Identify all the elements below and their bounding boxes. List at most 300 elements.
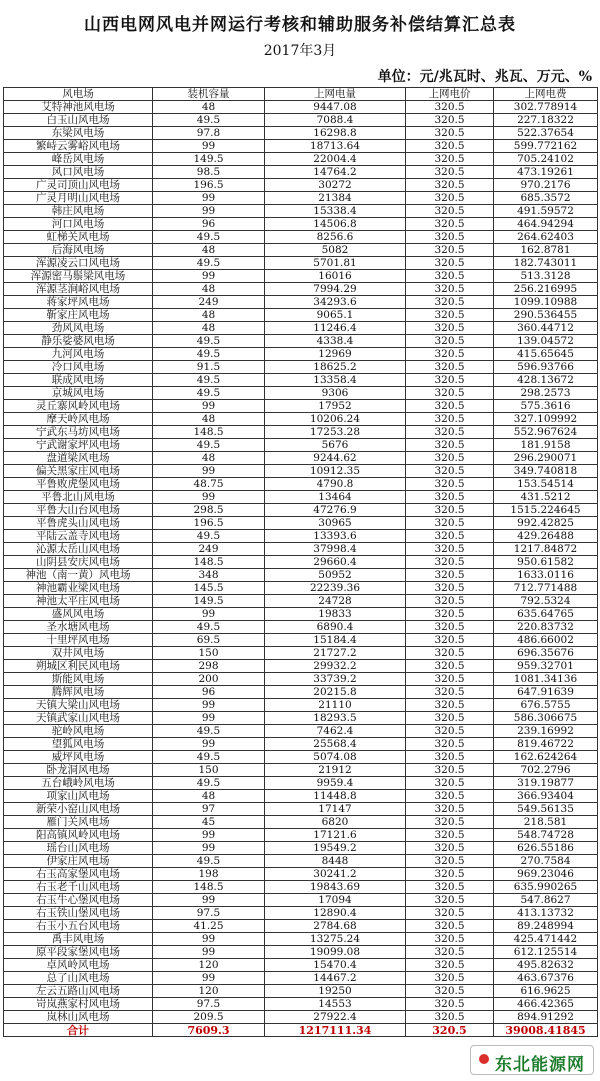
capacity-cell: 148.5 (153, 881, 265, 894)
energy-cell: 34293.6 (265, 296, 406, 309)
plant-name-cell: 河口风电场 (4, 218, 153, 231)
table-row (4, 816, 598, 829)
fee-cell: 327.109992 (494, 413, 598, 426)
plant-name-cell: 山阴县安庆风电场 (4, 556, 153, 569)
table-row (4, 361, 598, 374)
plant-name-cell: 天镇武家山风电场 (4, 712, 153, 725)
price-cell: 320.5 (406, 712, 494, 725)
col-header-energy: 上网电量 (265, 88, 406, 101)
energy-cell: 7994.29 (265, 283, 406, 296)
price-cell: 320.5 (406, 205, 494, 218)
energy-cell: 21384 (265, 192, 406, 205)
capacity-cell: 49.5 (153, 348, 265, 361)
energy-cell: 21110 (265, 699, 406, 712)
capacity-cell: 91.5 (153, 361, 265, 374)
plant-name-cell: 沁源太岳山风电场 (4, 543, 153, 556)
price-cell: 320.5 (406, 140, 494, 153)
fee-cell: 676.5755 (494, 699, 598, 712)
plant-name-cell: 虹梯关风电场 (4, 231, 153, 244)
price-cell: 320.5 (406, 1011, 494, 1024)
plant-name-cell: 神池太平庄风电场 (4, 595, 153, 608)
table-row (4, 166, 598, 179)
fee-cell: 1515.224645 (494, 504, 598, 517)
plant-name-cell: 平鲁虎头山风电场 (4, 517, 153, 530)
capacity-cell: 48 (153, 101, 265, 114)
energy-cell: 33739.2 (265, 673, 406, 686)
fee-cell: 612.125514 (494, 946, 598, 959)
capacity-cell: 196.5 (153, 517, 265, 530)
plant-name-cell: 原平段家堡风电场 (4, 946, 153, 959)
capacity-cell: 49.5 (153, 387, 265, 400)
price-cell: 320.5 (406, 842, 494, 855)
price-cell: 320.5 (406, 270, 494, 283)
capacity-cell: 69.5 (153, 634, 265, 647)
capacity-cell: 99 (153, 608, 265, 621)
table-row (4, 400, 598, 413)
table-row (4, 439, 598, 452)
price-cell: 320.5 (406, 738, 494, 751)
energy-cell: 21912 (265, 764, 406, 777)
energy-cell: 29932.2 (265, 660, 406, 673)
fee-cell: 290.536455 (494, 309, 598, 322)
energy-cell: 17147 (265, 803, 406, 816)
energy-cell: 9244.62 (265, 452, 406, 465)
fee-cell: 1081.34136 (494, 673, 598, 686)
price-cell: 320.5 (406, 803, 494, 816)
capacity-cell: 99 (153, 829, 265, 842)
table-row (4, 894, 598, 907)
table-row (4, 634, 598, 647)
fee-cell: 256.216995 (494, 283, 598, 296)
capacity-cell: 99 (153, 192, 265, 205)
capacity-cell: 348 (153, 569, 265, 582)
plant-name-cell: 禹丰风电场 (4, 933, 153, 946)
energy-cell: 5082 (265, 244, 406, 257)
price-cell: 320.5 (406, 335, 494, 348)
price-cell: 320.5 (406, 608, 494, 621)
capacity-cell: 49.5 (153, 231, 265, 244)
fee-cell: 969.23046 (494, 868, 598, 881)
energy-cell: 14467.2 (265, 972, 406, 985)
fee-cell: 429.26488 (494, 530, 598, 543)
energy-cell: 7088.4 (265, 114, 406, 127)
plant-name-cell: 静乐娑婆风电场 (4, 335, 153, 348)
energy-cell: 4790.8 (265, 478, 406, 491)
total-capacity: 7609.3 (153, 1024, 265, 1037)
fee-cell: 635.64765 (494, 608, 598, 621)
plant-name-cell: 偏关黑家庄风电场 (4, 465, 153, 478)
price-cell: 320.5 (406, 829, 494, 842)
fee-cell: 89.248994 (494, 920, 598, 933)
capacity-cell: 45 (153, 816, 265, 829)
table-row (4, 855, 598, 868)
plant-name-cell: 双井风电场 (4, 647, 153, 660)
fee-cell: 463.67376 (494, 972, 598, 985)
table-row (4, 517, 598, 530)
plant-name-cell: 总了山风电场 (4, 972, 153, 985)
price-cell: 320.5 (406, 101, 494, 114)
energy-cell: 9065.1 (265, 309, 406, 322)
capacity-cell: 48.75 (153, 478, 265, 491)
table-row (4, 686, 598, 699)
table-row (4, 179, 598, 192)
table-row (4, 946, 598, 959)
plant-name-cell: 腾辉风电场 (4, 686, 153, 699)
fee-cell: 139.04572 (494, 335, 598, 348)
table-row (4, 738, 598, 751)
capacity-cell: 99 (153, 140, 265, 153)
capacity-cell: 41.25 (153, 920, 265, 933)
capacity-cell: 99 (153, 946, 265, 959)
fee-cell: 415.65645 (494, 348, 598, 361)
table-row (4, 803, 598, 816)
capacity-cell: 49.5 (153, 621, 265, 634)
plant-name-cell: 靳家庄风电场 (4, 309, 153, 322)
energy-cell: 13275.24 (265, 933, 406, 946)
table-row (4, 387, 598, 400)
capacity-cell: 49.5 (153, 257, 265, 270)
price-cell: 320.5 (406, 439, 494, 452)
fee-cell: 473.19261 (494, 166, 598, 179)
energy-cell: 27922.4 (265, 1011, 406, 1024)
plant-name-cell: 右玉高家堡风电场 (4, 868, 153, 881)
plant-name-cell: 斯能风电场 (4, 673, 153, 686)
fee-cell: 296.290071 (494, 452, 598, 465)
energy-cell: 20215.8 (265, 686, 406, 699)
price-cell: 320.5 (406, 114, 494, 127)
price-cell: 320.5 (406, 452, 494, 465)
fee-cell: 428.13672 (494, 374, 598, 387)
fee-cell: 1217.84872 (494, 543, 598, 556)
plant-name-cell: 艾特神池风电场 (4, 101, 153, 114)
price-cell: 320.5 (406, 153, 494, 166)
plant-name-cell: 威坪风电场 (4, 751, 153, 764)
table-row (4, 998, 598, 1011)
fee-cell: 182.743011 (494, 257, 598, 270)
fee-cell: 599.772162 (494, 140, 598, 153)
table-row (4, 842, 598, 855)
plant-name-cell: 五台峨岭风电场 (4, 777, 153, 790)
header-row (4, 88, 598, 101)
plant-name-cell: 平鲁败虎堡风电场 (4, 478, 153, 491)
table-row (4, 595, 598, 608)
fee-cell: 970.2176 (494, 179, 598, 192)
capacity-cell: 120 (153, 959, 265, 972)
table-row (4, 426, 598, 439)
energy-cell: 13464 (265, 491, 406, 504)
capacity-cell: 99 (153, 465, 265, 478)
fee-cell: 162.8781 (494, 244, 598, 257)
capacity-cell: 48 (153, 283, 265, 296)
price-cell: 320.5 (406, 374, 494, 387)
energy-cell: 19250 (265, 985, 406, 998)
price-cell: 320.5 (406, 257, 494, 270)
table-row (4, 270, 598, 283)
fee-cell: 647.91639 (494, 686, 598, 699)
energy-cell: 22239.36 (265, 582, 406, 595)
capacity-cell: 48 (153, 244, 265, 257)
price-cell: 320.5 (406, 413, 494, 426)
energy-cell: 2784.68 (265, 920, 406, 933)
plant-name-cell: 白玉山风电场 (4, 114, 153, 127)
price-cell: 320.5 (406, 517, 494, 530)
total-fee: 39008.41845 (494, 1024, 598, 1037)
price-cell: 320.5 (406, 491, 494, 504)
energy-cell: 17253.28 (265, 426, 406, 439)
capacity-cell: 99 (153, 205, 265, 218)
total-label: 合计 (4, 1024, 153, 1037)
energy-cell: 5701.81 (265, 257, 406, 270)
energy-cell: 24728 (265, 595, 406, 608)
fee-cell: 349.740818 (494, 465, 598, 478)
plant-name-cell: 右玉老千山风电场 (4, 881, 153, 894)
energy-cell: 30241.2 (265, 868, 406, 881)
table-row (4, 881, 598, 894)
plant-name-cell: 阳高镇风岭风电场 (4, 829, 153, 842)
price-cell: 320.5 (406, 465, 494, 478)
table-row (4, 218, 598, 231)
price-cell: 320.5 (406, 621, 494, 634)
energy-cell: 37998.4 (265, 543, 406, 556)
fee-cell: 486.66002 (494, 634, 598, 647)
table-row (4, 1011, 598, 1024)
table-row (4, 153, 598, 166)
energy-cell: 14764.2 (265, 166, 406, 179)
unit-note: 单位：元/兆瓦时、兆瓦、万元、% (377, 69, 592, 85)
price-cell: 320.5 (406, 504, 494, 517)
table-row (4, 985, 598, 998)
energy-cell: 16298.8 (265, 127, 406, 140)
plant-name-cell: 冷口风电场 (4, 361, 153, 374)
plant-name-cell: 项家山风电场 (4, 790, 153, 803)
plant-name-cell: 浑源密马鬃梁风电场 (4, 270, 153, 283)
price-cell: 320.5 (406, 907, 494, 920)
fee-cell: 548.74728 (494, 829, 598, 842)
capacity-cell: 99 (153, 842, 265, 855)
plant-name-cell: 右玉小五台风电场 (4, 920, 153, 933)
energy-cell: 9306 (265, 387, 406, 400)
table-row (4, 972, 598, 985)
table-row (4, 777, 598, 790)
energy-cell: 15184.4 (265, 634, 406, 647)
price-cell: 320.5 (406, 166, 494, 179)
table-row (4, 920, 598, 933)
price-cell: 320.5 (406, 946, 494, 959)
table-row (4, 283, 598, 296)
fee-cell: 298.2573 (494, 387, 598, 400)
fee-cell: 239.16992 (494, 725, 598, 738)
col-header-plant: 风电场 (4, 88, 153, 101)
col-header-fee: 上网电费 (494, 88, 598, 101)
table-row (4, 647, 598, 660)
table-row (4, 556, 598, 569)
capacity-cell: 49.5 (153, 439, 265, 452)
plant-name-cell: 韩庄风电场 (4, 205, 153, 218)
energy-cell: 18625.2 (265, 361, 406, 374)
fee-cell: 685.3572 (494, 192, 598, 205)
capacity-cell: 48 (153, 413, 265, 426)
energy-cell: 30965 (265, 517, 406, 530)
fee-cell: 552.967624 (494, 426, 598, 439)
plant-name-cell: 圣水塘风电场 (4, 621, 153, 634)
plant-name-cell: 灵丘寨风岭风电场 (4, 400, 153, 413)
table-row (4, 478, 598, 491)
plant-name-cell: 驼岭风电场 (4, 725, 153, 738)
table-row (4, 543, 598, 556)
energy-cell: 6820 (265, 816, 406, 829)
price-cell: 320.5 (406, 426, 494, 439)
capacity-cell: 99 (153, 699, 265, 712)
price-cell: 320.5 (406, 218, 494, 231)
plant-name-cell: 朔城区利民风电场 (4, 660, 153, 673)
energy-cell: 30272 (265, 179, 406, 192)
table-row (4, 322, 598, 335)
plant-name-cell: 岚林山风电场 (4, 1011, 153, 1024)
plant-name-cell: 摩天岭风电场 (4, 413, 153, 426)
plant-name-cell: 伊家庄风电场 (4, 855, 153, 868)
capacity-cell: 99 (153, 400, 265, 413)
fee-cell: 705.24102 (494, 153, 598, 166)
energy-cell: 22004.4 (265, 153, 406, 166)
table-row (4, 413, 598, 426)
table-row (4, 101, 598, 114)
plant-name-cell: 浑源凌云口风电场 (4, 257, 153, 270)
plant-name-cell: 宁武东马坊风电场 (4, 426, 153, 439)
price-cell: 320.5 (406, 959, 494, 972)
capacity-cell: 209.5 (153, 1011, 265, 1024)
plant-name-cell: 神池霸业梁风电场 (4, 582, 153, 595)
capacity-cell: 150 (153, 764, 265, 777)
price-cell: 320.5 (406, 530, 494, 543)
plant-name-cell: 卧龙洞风电场 (4, 764, 153, 777)
capacity-cell: 99 (153, 738, 265, 751)
plant-name-cell: 平鲁大山台风电场 (4, 504, 153, 517)
energy-cell: 18293.5 (265, 712, 406, 725)
capacity-cell: 49.5 (153, 530, 265, 543)
price-cell: 320.5 (406, 920, 494, 933)
fee-cell: 162.624264 (494, 751, 598, 764)
fee-cell: 1633.0116 (494, 569, 598, 582)
price-cell: 320.5 (406, 231, 494, 244)
col-header-price: 上网电价 (406, 88, 494, 101)
fee-cell: 431.5212 (494, 491, 598, 504)
capacity-cell: 49.5 (153, 777, 265, 790)
table-row (4, 335, 598, 348)
table-row (4, 231, 598, 244)
energy-cell: 17952 (265, 400, 406, 413)
price-cell: 320.5 (406, 881, 494, 894)
energy-cell: 17121.6 (265, 829, 406, 842)
fee-cell: 1099.10988 (494, 296, 598, 309)
capacity-cell: 150 (153, 647, 265, 660)
capacity-cell: 48 (153, 322, 265, 335)
fee-cell: 596.93766 (494, 361, 598, 374)
capacity-cell: 48 (153, 790, 265, 803)
price-cell: 320.5 (406, 569, 494, 582)
fee-cell: 992.42825 (494, 517, 598, 530)
capacity-cell: 49.5 (153, 335, 265, 348)
energy-cell: 15338.4 (265, 205, 406, 218)
plant-name-cell: 平鲁北山风电场 (4, 491, 153, 504)
capacity-cell: 49.5 (153, 374, 265, 387)
plant-name-cell: 广灵司顶山风电场 (4, 179, 153, 192)
price-cell: 320.5 (406, 595, 494, 608)
energy-cell: 11448.8 (265, 790, 406, 803)
energy-cell: 8256.6 (265, 231, 406, 244)
price-cell: 320.5 (406, 322, 494, 335)
price-cell: 320.5 (406, 816, 494, 829)
plant-name-cell: 后海风电场 (4, 244, 153, 257)
plant-name-cell: 广灵月明山风电场 (4, 192, 153, 205)
energy-cell: 11246.4 (265, 322, 406, 335)
energy-cell: 16016 (265, 270, 406, 283)
capacity-cell: 49.5 (153, 114, 265, 127)
energy-cell: 29660.4 (265, 556, 406, 569)
plant-name-cell: 右玉铁山堡风电场 (4, 907, 153, 920)
energy-cell: 18713.64 (265, 140, 406, 153)
capacity-cell: 99 (153, 270, 265, 283)
price-cell: 320.5 (406, 699, 494, 712)
plant-name-cell: 平陆云盖寺风电场 (4, 530, 153, 543)
fee-cell: 227.18322 (494, 114, 598, 127)
table-row (4, 751, 598, 764)
table-row (4, 868, 598, 881)
price-cell: 320.5 (406, 777, 494, 790)
capacity-cell: 148.5 (153, 556, 265, 569)
plant-name-cell: 九河风电场 (4, 348, 153, 361)
col-header-capacity: 装机容量 (153, 88, 265, 101)
fee-cell: 181.9158 (494, 439, 598, 452)
price-cell: 320.5 (406, 634, 494, 647)
fee-cell: 425.471442 (494, 933, 598, 946)
total-price: 320.5 (406, 1024, 494, 1037)
fee-cell: 626.55186 (494, 842, 598, 855)
capacity-cell: 148.5 (153, 426, 265, 439)
capacity-cell: 48 (153, 452, 265, 465)
table-row (4, 959, 598, 972)
energy-cell: 10206.24 (265, 413, 406, 426)
table-row (4, 491, 598, 504)
capacity-cell: 198 (153, 868, 265, 881)
table-row (4, 465, 598, 478)
energy-cell: 25568.4 (265, 738, 406, 751)
capacity-cell: 249 (153, 543, 265, 556)
price-cell: 320.5 (406, 283, 494, 296)
total-energy: 1217111.34 (265, 1024, 406, 1037)
capacity-cell: 96 (153, 686, 265, 699)
energy-cell: 12969 (265, 348, 406, 361)
plant-name-cell: 瑶台山风电场 (4, 842, 153, 855)
table-row (4, 257, 598, 270)
table-row (4, 530, 598, 543)
price-cell: 320.5 (406, 868, 494, 881)
energy-cell: 5676 (265, 439, 406, 452)
fee-cell: 218.581 (494, 816, 598, 829)
table-row (4, 127, 598, 140)
plant-name-cell: 左云五路山风电场 (4, 985, 153, 998)
table-row (4, 374, 598, 387)
plant-name-cell: 劲风风电场 (4, 322, 153, 335)
price-cell: 320.5 (406, 192, 494, 205)
plant-name-cell: 繁峙云雾峪风电场 (4, 140, 153, 153)
table-row (4, 829, 598, 842)
energy-cell: 6890.4 (265, 621, 406, 634)
energy-cell: 19549.2 (265, 842, 406, 855)
plant-name-cell: 神池（南一黄）风电场 (4, 569, 153, 582)
price-cell: 320.5 (406, 790, 494, 803)
fee-cell: 635.990265 (494, 881, 598, 894)
table-row (4, 569, 598, 582)
